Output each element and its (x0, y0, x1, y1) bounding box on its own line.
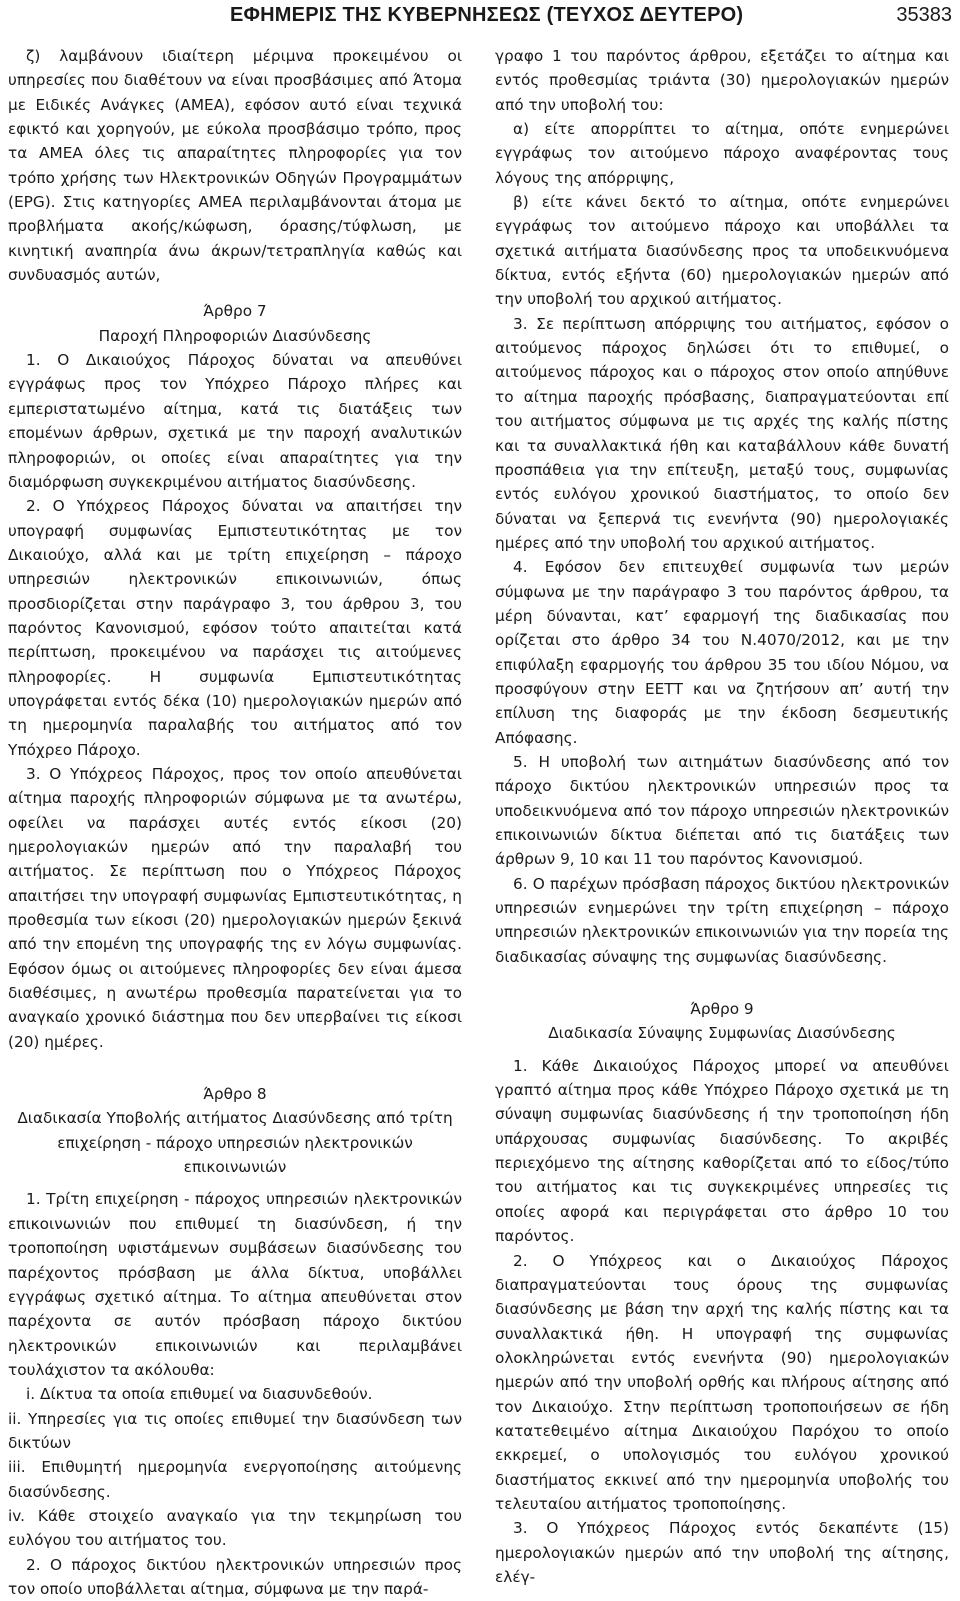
article-8-paragraph-4: 4. Εφόσον δεν επιτευχθεί συμφωνία των μερών σύμφωνα με την παράγραφο 3 του παρόντος άρθρου, τα μέρη δύνανται, κατ’ εφαρμογή της διαδικασίας που ορίζεται στο άρθρο 34 του Ν.4070/2012, και με την επιφύλαξη εφαρμογής του άρθρου 35 του ιδίου Νόμου, να προσφύγουν στην ΕΕΤΤ και να ζητήσουν απ’ αυτή την επίλυση της διαφοράς με την έκδοση δεσμευτικής Απόφασης. (495, 558, 949, 747)
article-7-paragraph-1: 1. Ο Δικαιούχος Πάροχος δύναται να απευθύνει εγγράφως προς τον Υπόχρεο Πάροχο πλήρες και εμπεριστατωμένο αίτημα, κατά τις διατάξεις των επομένων άρθρων, σχετικά με την παροχή αναλυτικών πληροφοριών, οι οποίες είναι απαραίτητες για την διαμόρφωση συγκεκριμένου αιτήματος διασύνδεσης. (8, 351, 462, 491)
article-9-heading (495, 997, 949, 1046)
article-8-paragraph-1: 1. Τρίτη επιχείρηση - πάροχος υπηρεσιών ηλεκτρονικών επικοινωνιών που επιθυμεί τη διασύνδεση, ή την τροποποίηση υφιστάμενων συμβάσεων διασύνδεσης του παρέχοντος πρόσβαση με άλλα δίκτυα, υποβάλλει εγγράφως σχετικό αίτημα. Το αίτημα απευθύνεται στον παρέχοντα σε αυτόν πρόσβαση πάροχο δικτύου ηλεκτρονικών επικοινωνιών και περιλαμβάνει τουλάχιστον τα ακόλουθα: (8, 1190, 462, 1379)
paragraph-z: ζ) λαμβάνουν ιδιαίτερη μέριμνα προκειμένου οι υπηρεσίες που διαθέτουν να είναι προσβάσιμες από Άτομα με Ειδικές Ανάγκες (ΑΜΕΑ), εφόσον αυτό είναι τεχνικά εφικτό και χορηγούν, με εύκολα προσβάσιμο τρόπο, προς τα ΑΜΕΑ όλες τις απαραίτητες πληροφορίες για τον τρόπο χρήσης των Ηλεκτρονικών Οδηγών Προγραμμάτων (EPG). Στις κατηγορίες ΑΜΕΑ περιλαμβάνονται άτομα με προβλήματα ακοής/κώφωση, όρασης/τύφλωση, με κινητική αναπηρία άνω άκρων/τετραπληγία καθώς και συνδυασμός αυτών, (8, 47, 462, 285)
article-9-paragraph-1: 1. Κάθε Δικαιούχος Πάροχος μπορεί να απευθύνει γραπτό αίτημα προς κάθε Υπόχρεο Πάροχο σχετικά με τη σύναψη συμφωνίας διασύνδεσης ή την τροποποίηση ήδη υπάρχουσας συμφωνίας διασύνδεσης. Το ακριβές περιεχόμενο της αίτησης καθορίζεται από το είδος/τύπο του αιτήματος και τις συγκεκριμένες υπηρεσίες τις οποίες αφορά και περιγράφεται στο άρθρο 10 του παρόντος. (495, 1056, 949, 1246)
article-8-heading (8, 1082, 462, 1179)
gazette-title: ΕΦΗΜΕΡΙΣ ΤΗΣ ΚΥΒΕΡΝΗΣΕΩΣ (ΤΕΥΧΟΣ ΔΕΥΤΕΡΟ) (230, 4, 744, 26)
article-7-paragraph-2: 2. Ο Υπόχρεος Πάροχος δύναται να απαιτήσει την υπογραφή συμφωνίας Εμπιστευτικότητας με τον Δικαιούχο, αλλά και με τρίτη επιχείρηση – πάροχο υπηρεσιών ηλεκτρονικών επικοινωνιών, όπως προσδιορίζεται στην παράγραφο 3, του άρθρου 3, του παρόντος Κανονισμού, εφόσον τούτο απαιτείται κατά περίπτωση, προκειμένου να παράσχει τις αιτούμενες πληροφορίες. Η συμφωνία Εμπιστευτικότητας υπογράφεται εντός δέκα (10) ημερολογιακών ημερών από τη ημερομηνία παραλαβής του αιτήματος από τον Υπόχρεο Πάροχο. (8, 497, 462, 759)
article-9-number: Άρθρο 9 (690, 1000, 754, 1019)
page-number: 35383 (896, 4, 952, 26)
article-8-option-b: β) είτε κάνει δεκτό το αίτημα, οπότε ενημερώνει εγγράφως τον αιτούμενο πάροχο και υποβάλλει τα σχετικά αιτήματα διασύνδεσης προς τα υποδεικνυόμενα δίκτυα, εντός εξήντα (60) ημερολογιακών ημερών από την υποβολή του αρχικού αιτήματος. (495, 193, 949, 309)
article-8-item-ii: ii. Υπηρεσίες για τις οποίες επιθυμεί την διασύνδεση των δικτύων (8, 1409, 462, 1452)
article-8-paragraph-3: 3. Σε περίπτωση απόρριψης του αιτήματος, εφόσον ο αιτούμενος πάροχος δηλώσει ότι το επιθυμεί, ο αιτούμενος πάροχος και ο πάροχος στον οποίο απηύθυνε το αίτημα παροχής πρόσβασης, διαπραγματεύονται επί του αιτήματος σύμφωνα με τις αρχές της καλής πίστης και τα συναλλακτικά ήθη και καταβάλλουν κάθε δυνατή προσπάθεια για την επίτευξη, μεταξύ τους, συμφωνίας εντός ευλόγου χρονικού διαστήματος, το οποίο δεν δύναται να ξεπερνά τις ενενήντα (90) ημερολογιακές ημέρες από την υποβολή του αρχικού αιτήματος. (495, 314, 949, 552)
article-8-item-iii: iii. Επιθυμητή ημερομηνία ενεργοποίησης αιτούμενης διασύνδεσης. (8, 1458, 462, 1501)
page-header (0, 0, 960, 40)
article-8-option-a: α) είτε απορρίπτει το αίτημα, οπότε ενημερώνει εγγράφως τον αιτούμενο πάροχο αναφέροντας τους λόγους της απόρριψης, (495, 120, 949, 187)
article-9-paragraph-3: 3. Ο Υπόχρεος Πάροχος εντός δεκαπέντε (15) ημερολογιακών ημερών από την υποβολή της αίτησης, ελέγ- (495, 1519, 949, 1586)
article-8-paragraph-6: 6. Ο παρέχων πρόσβαση πάροχος δικτύου ηλεκτρονικών υπηρεσιών ενημερώνει την τρίτη επιχείρηση – πάροχο υπηρεσιών ηλεκτρονικών επικοινωνιών για την πορεία της διαδικασίας σύναψης της συμφωνίας διασύνδεσης. (495, 874, 949, 966)
article-8-paragraph-5: 5. Η υποβολή των αιτημάτων διασύνδεσης από τον πάροχο δικτύου ηλεκτρονικών υπηρεσιών προς τα υποδεικνυόμενα από τον πάροχο υπηρεσιών ηλεκτρονικών επικοινωνιών δίκτυα διέπεται από τις διατάξεις των άρθρων 9, 10 και 11 του παρόντος Κανονισμού. (495, 752, 949, 869)
article-9-paragraph-2: 2. Ο Υπόχρεος και ο Δικαιούχος Πάροχος διαπραγματεύονται τους όρους της συμφωνίας διασύνδεσης με βάση την αρχή της καλής πίστης και τα συναλλακτικά ήθη. Η υπογραφή της συμφωνίας ολοκληρώνεται εντός ενενήντα (90) ημερολογιακών ημερών από την υποβολή ορθής και πλήρους αίτησης από τον Δικαιούχο. Στην περίπτωση τροποποιήσεων σε ήδη κατατεθειμένο αίτημα Δικαιούχου Παρόχου το οποίο εκκρεμεί, ο υπολογισμός του ευλόγου χρονικού διαστήματος εκκινεί από την ημερομηνία υποβολής του τελευταίου αιτήματος τροποποίησης. (495, 1251, 949, 1513)
article-8-title: Διαδικασία Υποβολής αιτήματος Διασύνδεσης από τρίτη επιχείρηση - πάροχο υπηρεσιών ηλεκτρονικών επικοινωνιών (17, 1109, 453, 1177)
right-column (495, 44, 949, 1589)
article-8-paragraph-2-continued: γραφο 1 του παρόντος άρθρου, εξετάζει το αίτημα και εντός προθεσμίας τριάντα (30) ημερολογιακών ημερών από την υποβολή του: (495, 47, 949, 114)
article-8-item-i: i. Δίκτυα τα οποία επιθυμεί να διασυνδεθούν. (26, 1385, 373, 1404)
article-7-paragraph-3: 3. Ο Υπόχρεος Πάροχος, προς τον οποίο απευθύνεται αίτημα παροχής πληροφοριών σύμφωνα με τα ανωτέρω, οφείλει να παράσχει αυτές εντός είκοσι (20) ημερολογιακών ημερών από την παραλαβή του αιτήματος. Σε περίπτωση που ο Υπόχρεος Πάροχος απαιτήσει την υπογραφή συμφωνίας Εμπιστευτικότητας, η προθεσμία των είκοσι (20) ημερολογιακών ημερών ξεκινά από την επομένη της υπογραφής της εν λόγω συμφωνίας. Εφόσον όμως οι αιτούμενες πληροφορίες δεν είναι άμεσα διαθέσιμες, η ανωτέρω προθεσμία παρατείνεται για το αναγκαίο χρονικό διάστημα που δεν υπερβαίνει τις είκοσι (20) ημέρες. (8, 764, 462, 1051)
article-7-heading (8, 299, 462, 348)
article-7-title: Παροχή Πληροφοριών Διασύνδεσης (98, 326, 372, 345)
article-8-item-iv: iv. Κάθε στοιχείο αναγκαίο για την τεκμηρίωση του ευλόγου του αιτήματος του. (8, 1506, 462, 1550)
article-7-number: Άρθρο 7 (203, 302, 267, 321)
left-column (8, 44, 462, 1601)
article-8-number: Άρθρο 8 (203, 1085, 267, 1104)
article-8-paragraph-2: 2. Ο πάροχος δικτύου ηλεκτρονικών υπηρεσιών προς τον οποίο υποβάλλεται αίτημα, σύμφωνα με την παρά- (8, 1555, 462, 1598)
article-9-title: Διαδικασία Σύναψης Συμφωνίας Διασύνδεσης (548, 1024, 896, 1043)
